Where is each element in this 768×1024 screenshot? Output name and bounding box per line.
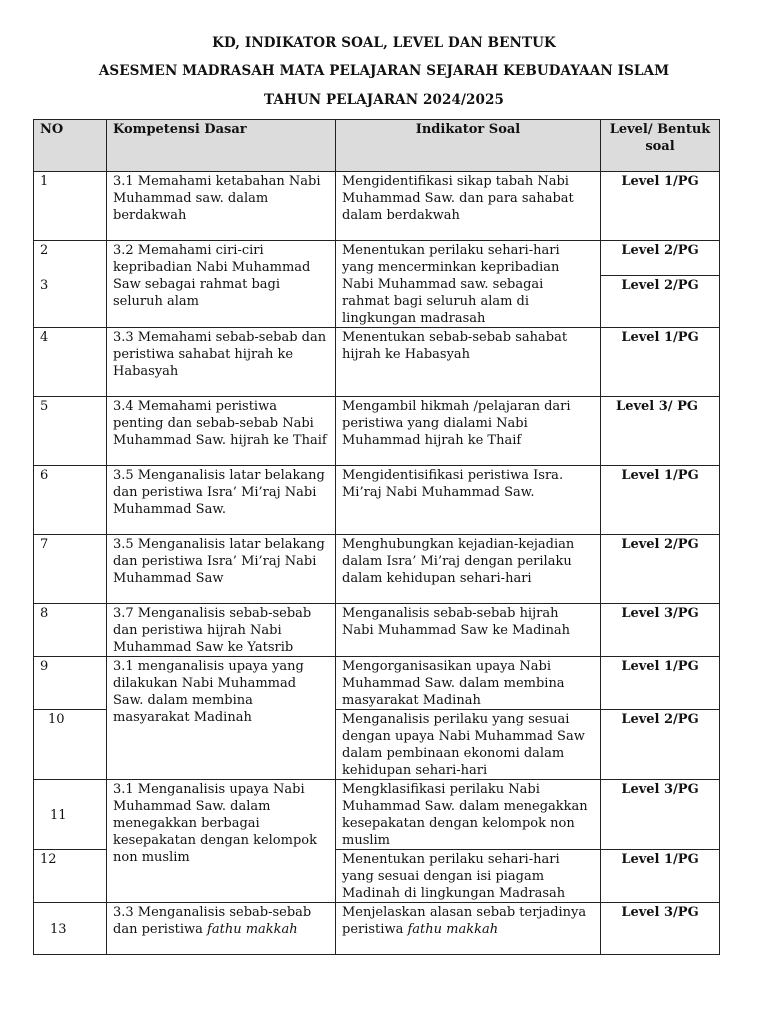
level-cell: Level 2/PG bbox=[601, 276, 720, 328]
row-number: 12 bbox=[34, 850, 107, 903]
level-cell: Level 3/PG bbox=[601, 780, 720, 850]
indicator-cell: Menghubungkan kejadian-kejadian dalam Isra’ Mi’raj dengan perilaku dalam kehidupan sehari-hari bbox=[336, 535, 601, 604]
row-number: 1 bbox=[34, 172, 107, 241]
table-header-row bbox=[34, 120, 720, 172]
level-cell: Level 1/PG bbox=[601, 328, 720, 397]
table-row bbox=[34, 903, 720, 955]
doc-title-line-2: ASESMEN MADRASAH MATA PELAJARAN SEJARAH KEBUDAYAAN ISLAM bbox=[98, 63, 670, 79]
row-number: 6 bbox=[34, 466, 107, 535]
kd-cell: 3.1 menganalisis upaya yang dilakukan Nabi Muhammad Saw. dalam membina masyarakat Madinah bbox=[107, 657, 336, 780]
indicator-cell: Menentukan perilaku sehari-hari yang mencerminkan kepribadian Nabi Muhammad saw. sebagai rahmat bagi seluruh alam di lingkungan madrasah bbox=[336, 241, 601, 328]
kd-cell: 3.1 Menganalisis upaya Nabi Muhammad Saw. dalam menegakkan berbagai kesepakatan dengan kelompok non muslim bbox=[107, 780, 336, 903]
row-number: 11 bbox=[34, 780, 107, 850]
kd-italic-text: fathu makkah bbox=[207, 922, 298, 937]
header-no: NO bbox=[34, 120, 107, 172]
header-level-bentuk: Level/ Bentuk soal bbox=[601, 120, 720, 172]
table-row bbox=[34, 241, 720, 276]
row-number: 4 bbox=[34, 328, 107, 397]
level-cell: Level 2/PG bbox=[601, 710, 720, 780]
table-row bbox=[34, 780, 720, 850]
kd-cell bbox=[107, 903, 336, 955]
row-number: 8 bbox=[34, 604, 107, 657]
kd-cell: 3.1 Memahami ketabahan Nabi Muhammad saw. dalam berdakwah bbox=[107, 172, 336, 241]
kd-text: 3.3 Menganalisis sebab-sebab dan peristiwa bbox=[113, 905, 312, 937]
table-row bbox=[34, 172, 720, 241]
row-number: 2 bbox=[34, 241, 107, 276]
doc-title-line-3: TAHUN PELAJARAN 2024/2025 bbox=[264, 92, 504, 108]
level-cell: Level 3/PG bbox=[601, 604, 720, 657]
row-number: 9 bbox=[34, 657, 107, 710]
kd-cell: 3.2 Memahami ciri-ciri kepribadian Nabi Muhammad Saw sebagai rahmat bagi seluruh alam bbox=[107, 241, 336, 328]
table-row bbox=[34, 604, 720, 657]
row-number: 3 bbox=[34, 276, 107, 328]
doc-title-line-1: KD, INDIKATOR SOAL, LEVEL DAN BENTUK bbox=[212, 35, 556, 51]
level-cell: Level 3/PG bbox=[601, 903, 720, 955]
row-number: 5 bbox=[34, 397, 107, 466]
indicator-cell: Menganalisis sebab-sebab hijrah Nabi Muhammad Saw ke Madinah bbox=[336, 604, 601, 657]
indicator-italic-text: fathu makkah bbox=[407, 922, 499, 937]
indicator-cell: Mengidentifikasi sikap tabah Nabi Muhammad Saw. dan para sahabat dalam berdakwah bbox=[336, 172, 601, 241]
kd-cell: 3.4 Memahami peristiwa penting dan sebab-sebab Nabi Muhammad Saw. hijrah ke Thaif bbox=[107, 397, 336, 466]
level-cell: Level 1/PG bbox=[601, 657, 720, 710]
header-indikator-soal: Indikator Soal bbox=[336, 120, 601, 172]
level-cell: Level 2/PG bbox=[601, 241, 720, 276]
indicator-cell: Mengidentisifikasi peristiwa Isra. Mi’raj Nabi Muhammad Saw. bbox=[336, 466, 601, 535]
indicator-cell: Mengambil hikmah /pelajaran dari peristiwa yang dialami Nabi Muhammad hijrah ke Thaif bbox=[336, 397, 601, 466]
level-cell: Level 1/PG bbox=[601, 172, 720, 241]
indicator-cell: Mengklasifikasi perilaku Nabi Muhammad Saw. dalam menegakkan kesepakatan dengan kelompok non muslim bbox=[336, 780, 601, 850]
table-row bbox=[34, 466, 720, 535]
indicator-cell: Menentukan perilaku sehari-hari yang sesuai dengan isi piagam Madinah di lingkungan Madrasah bbox=[336, 850, 601, 903]
level-cell: Level 2/PG bbox=[601, 535, 720, 604]
table-row bbox=[34, 328, 720, 397]
level-cell: Level 1/PG bbox=[601, 850, 720, 903]
row-number: 10 bbox=[34, 710, 107, 780]
level-cell: Level 3/ PG bbox=[601, 397, 720, 466]
kd-cell: 3.7 Menganalisis sebab-sebab dan peristiwa hijrah Nabi Muhammad Saw ke Yatsrib bbox=[107, 604, 336, 657]
row-number: 13 bbox=[34, 903, 107, 955]
header-kompetensi-dasar: Kompetensi Dasar bbox=[107, 120, 336, 172]
row-number: 7 bbox=[34, 535, 107, 604]
indicator-cell: Mengorganisasikan upaya Nabi Muhammad Saw. dalam membina masyarakat Madinah bbox=[336, 657, 601, 710]
level-cell: Level 1/PG bbox=[601, 466, 720, 535]
kd-cell: 3.5 Menganalisis latar belakang dan peristiwa Isra’ Mi’raj Nabi Muhammad Saw. bbox=[107, 466, 336, 535]
table-row bbox=[34, 657, 720, 710]
indicator-text: Menjelaskan alasan sebab terjadinya peristiwa bbox=[342, 905, 587, 937]
kd-indicator-table bbox=[33, 119, 720, 955]
indicator-cell: Menentukan sebab-sebab sahabat hijrah ke Habasyah bbox=[336, 328, 601, 397]
kd-cell: 3.3 Memahami sebab-sebab dan peristiwa sahabat hijrah ke Habasyah bbox=[107, 328, 336, 397]
table-row bbox=[34, 397, 720, 466]
indicator-cell bbox=[336, 903, 601, 955]
indicator-cell: Menganalisis perilaku yang sesuai dengan upaya Nabi Muhammad Saw dalam pembinaan ekonomi dalam kehidupan sehari-hari bbox=[336, 710, 601, 780]
kd-cell: 3.5 Menganalisis latar belakang dan peristiwa Isra’ Mi’raj Nabi Muhammad Saw bbox=[107, 535, 336, 604]
table-row bbox=[34, 535, 720, 604]
